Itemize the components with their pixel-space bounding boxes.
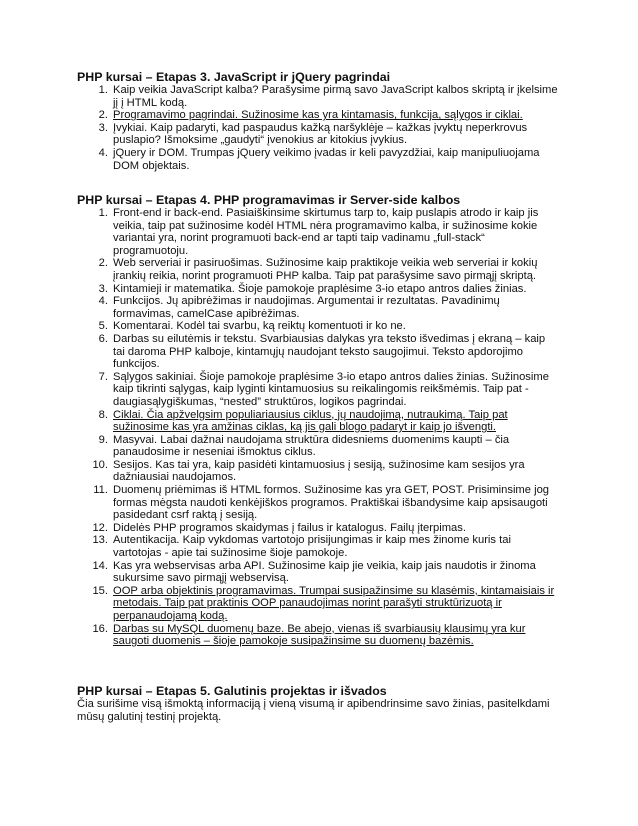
list-item (77, 320, 559, 333)
item-number: 10. (92, 458, 108, 471)
item-number: 4. (98, 295, 108, 308)
item-text: Sesijos. Kas tai yra, kaip pasidėti kintamuosius į sesiją, sužinosime kam sesijos yra dažniausiai naudojamos. (113, 458, 525, 484)
item-number: 5. (98, 320, 108, 333)
item-text: Autentikacija. Kaip vykdomas vartotojo prisijungimas ir kaip mes žinome kuris tai vartotojas - apie tai sužinosime šioje pamokoje. (113, 534, 511, 560)
lesson-list (77, 207, 559, 648)
item-number: 3. (98, 282, 108, 295)
list-item (77, 522, 559, 535)
list-item (77, 623, 559, 648)
item-number: 12. (92, 521, 108, 534)
item-number: 14. (92, 559, 108, 572)
item-number: 2. (98, 109, 108, 122)
list-item (77, 122, 559, 147)
section-etapas-4 (77, 193, 559, 648)
item-link-text: Ciklai. Čia apžvelgsim populiariausius ciklus, jų naudojimą, nutraukimą. Taip pat sužinosime kas yra amžinas ciklas, ką jis gali blogo padaryt ir kaip jo išvengti. (113, 408, 508, 434)
item-text: Didelės PHP programos skaidymas į failus ir katalogus. Failų įterpimas. (113, 521, 466, 534)
item-number: 2. (98, 257, 108, 270)
item-text: Kintamieji ir matematika. Šioje pamokoje praplėsime 3-io etapo antros dalies žinias. (113, 282, 527, 295)
item-text: Funkcijos. Jų apibrėžimas ir naudojimas. Argumentai ir rezultatas. Pavadinimų formavimas, camelCase apibrėžimas. (113, 295, 500, 320)
list-item (77, 484, 559, 522)
list-item (77, 434, 559, 459)
item-link-text: OOP arba objektinis programavimas. Trumpai susipažinsime su klasėmis, kintamaisiais ir metodais. Taip pat praktinis OOP panaudojimas norint parašyti struktūrizuotą ir perpanaudojamą kodą. (113, 584, 555, 622)
list-item (77, 560, 559, 585)
item-text: Įvykiai. Kaip padaryti, kad paspaudus kažką naršyklėje – kažkas įvyktų neperkrovus puslapio? Išmoksime „gaudyti“ įvenokius ar kitokius įvykius. (113, 121, 528, 147)
item-text: Front-end ir back-end. Pasiaiškinsime skirtumus tarp to, kaip puslapis atrodo ir kaip jis veikia, taip pat sužinosime kodėl HTML nėra programavimo kalba, ir sužinosime kokie variantai yra, norint programuoti back-end ar tapti taip vadinamu „full-stack“ programuotoju. (113, 207, 539, 257)
list-item (77, 534, 559, 559)
list-item (77, 459, 559, 484)
item-number: 8. (98, 408, 108, 421)
item-text: jQuery ir DOM. Trumpas jQuery veikimo įvadas ir keli pavyzdžiai, kaip manipuliuojama DOM objektais. (113, 146, 540, 172)
item-number: 16. (92, 622, 108, 635)
item-number: 9. (98, 433, 108, 446)
item-number: 13. (92, 534, 108, 547)
item-number: 6. (98, 332, 108, 345)
item-text: Web serveriai ir pasiruošimas. Sužinosime kaip praktikoje veikia web serveriai ir kokių įrankių reikia, norint programuoti PHP kalba. Taip pat parašysime savo pirmąjį skriptą. (113, 257, 538, 282)
list-item (77, 333, 559, 371)
section-etapas-5 (77, 684, 559, 723)
list-item (77, 585, 559, 623)
item-number: 3. (98, 121, 108, 134)
item-text: Komentarai. Kodėl tai svarbu, ką reiktų komentuoti ir ko ne. (113, 320, 406, 333)
item-text: Kas yra webservisas arba API. Sužinosime kaip jie veikia, kaip jais naudotis ir žinoma sukursime savo pirmąjį webservisą. (113, 559, 536, 585)
section-title: PHP kursai – Etapas 3. JavaScript ir jQuery pagrindai (77, 70, 391, 84)
item-link-text: Darbas su MySQL duomenų baze. Be abejo, vienas iš svarbiausių klausimų yra kur saugoti duomenis – šioje pamokoje susipažinsime su duomenų bazėmis. (113, 622, 526, 648)
section-body: Čia surišime visą išmoktą informaciją į vieną visumą ir apibendrinsime savo žinias, pasitelkdami mūsų galutinį testinį projektą. (77, 698, 550, 723)
list-item (77, 295, 559, 320)
section-title: PHP kursai – Etapas 5. Galutinis projektas ir išvados (77, 684, 387, 698)
section-title: PHP kursai – Etapas 4. PHP programavimas ir Server-side kalbos (77, 193, 461, 207)
list-item (77, 371, 559, 409)
item-number: 4. (98, 146, 108, 159)
list-item (77, 84, 559, 109)
item-text: Kaip veikia JavaScript kalba? Parašysime pirmą savo JavaScript kalbos skriptą ir įkelsime jį į HTML kodą. (113, 84, 558, 109)
item-number: 15. (92, 584, 108, 597)
item-number: 7. (98, 370, 108, 383)
list-item (77, 207, 559, 257)
section-etapas-3 (77, 70, 559, 172)
lesson-list (77, 84, 559, 172)
item-number: 11. (93, 484, 108, 497)
item-text: Masyvai. Labai dažnai naudojama struktūra didesniems duomenims kaupti – čia panaudosime ir neseniai išmoktus ciklus. (113, 433, 510, 459)
item-text: Darbas su eilutėmis ir tekstu. Svarbiausias dalykas yra teksto išvedimas į ekraną – kaip tai daroma PHP kalboje, kintamųjų naudojant teksto saugojimui. Teksto apdorojimo funkcijos. (113, 332, 546, 371)
item-text: Sąlygos sakiniai. Šioje pamokoje praplėsime 3-io etapo antros dalies žinias. Sužinosime kaip tikrinti sąlygas, kaip lyginti kintamuosius su reikalingomis reikšmėmis. Taip pat - daugiasąlygiškumas, “nested” struktūros, logikos pagrindai. (113, 370, 549, 408)
list-item (77, 109, 559, 122)
item-text: Duomenų priėmimas iš HTML formos. Sužinosime kas yra GET, POST. Prisiminsime jog formas mėgsta naudoti kenkėjiškos programos. Praktiškai išbandysime kaip apsisaugoti pasidedant csrf raktą į sesiją. (113, 484, 550, 522)
list-item (77, 409, 559, 434)
item-number: 1. (98, 207, 108, 219)
item-link-text: Programavimo pagrindai. Sužinosime kas yra kintamasis, funkcija, sąlygos ir ciklai. (113, 109, 523, 122)
item-number: 1. (98, 84, 108, 96)
list-item (77, 257, 559, 282)
list-item (77, 147, 559, 172)
list-item (77, 283, 559, 296)
